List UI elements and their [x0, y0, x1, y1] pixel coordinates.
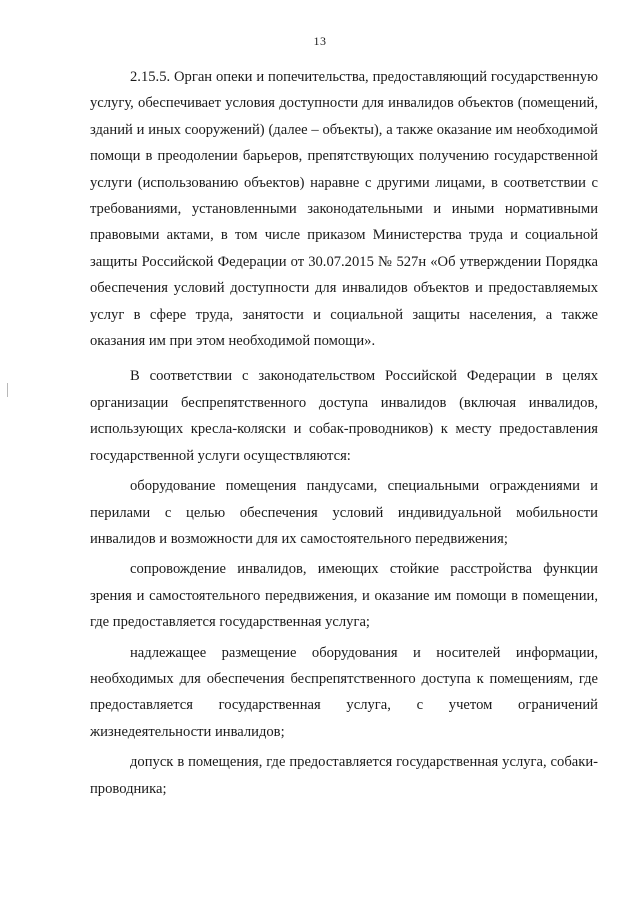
document-body	[90, 64, 598, 802]
list-item-ramps-equipment: оборудование помещения пандусами, специальными ограждениями и перилами с целью обеспечения условий индивидуальной мобильности инвалидов и возможности для их самостоятельного передвижения;	[90, 478, 598, 547]
paragraph-access-measures-intro: В соответствии с законодательством Российской Федерации в целях организации беспрепятственного доступа инвалидов (включая инвалидов, использующих кресла-коляски и собак-проводников) к месту предоставления государственной услуги осуществляются:	[90, 368, 598, 464]
paragraph-2-15-5: 2.15.5. Орган опеки и попечительства, предоставляющий государственную услугу, обеспечивает условия доступности для инвалидов объектов (помещений, зданий и иных сооружений) (далее – объекты), а также оказание им необходимой помощи в преодолении барьеров, препятствующих получению государственной услуги (использованию объектов) наравне с другими лицами, в соответствии с требованиями, установленными законодательными и иными нормативными правовыми актами, в том числе приказом Министерства труда и социальной защиты Российской Федерации от 30.07.2015 № 527н «Об утверждении Порядка обеспечения условий доступности для инвалидов объектов и предоставляемых услуг в сфере труда, занятости и социальной защиты населения, а также оказания им при этом необходимой помощи».	[90, 69, 598, 350]
list-item-information-placement: надлежащее размещение оборудования и носителей информации, необходимых для обеспечения беспрепятственного доступа к помещениям, где предоставляется государственная услуга, с учетом ограничений жизнедеятельности инвалидов;	[90, 644, 598, 740]
list-item-guide-dog-admission: допуск в помещения, где предоставляется государственная услуга, собаки-проводника;	[90, 754, 598, 797]
page-number: 13	[313, 34, 327, 48]
list-item-escort-assistance: сопровождение инвалидов, имеющих стойкие расстройства функции зрения и самостоятельного передвижения, и оказание им помощи в помещении, где предоставляется государственная услуга;	[90, 561, 598, 631]
margin-scan-mark	[7, 383, 8, 397]
